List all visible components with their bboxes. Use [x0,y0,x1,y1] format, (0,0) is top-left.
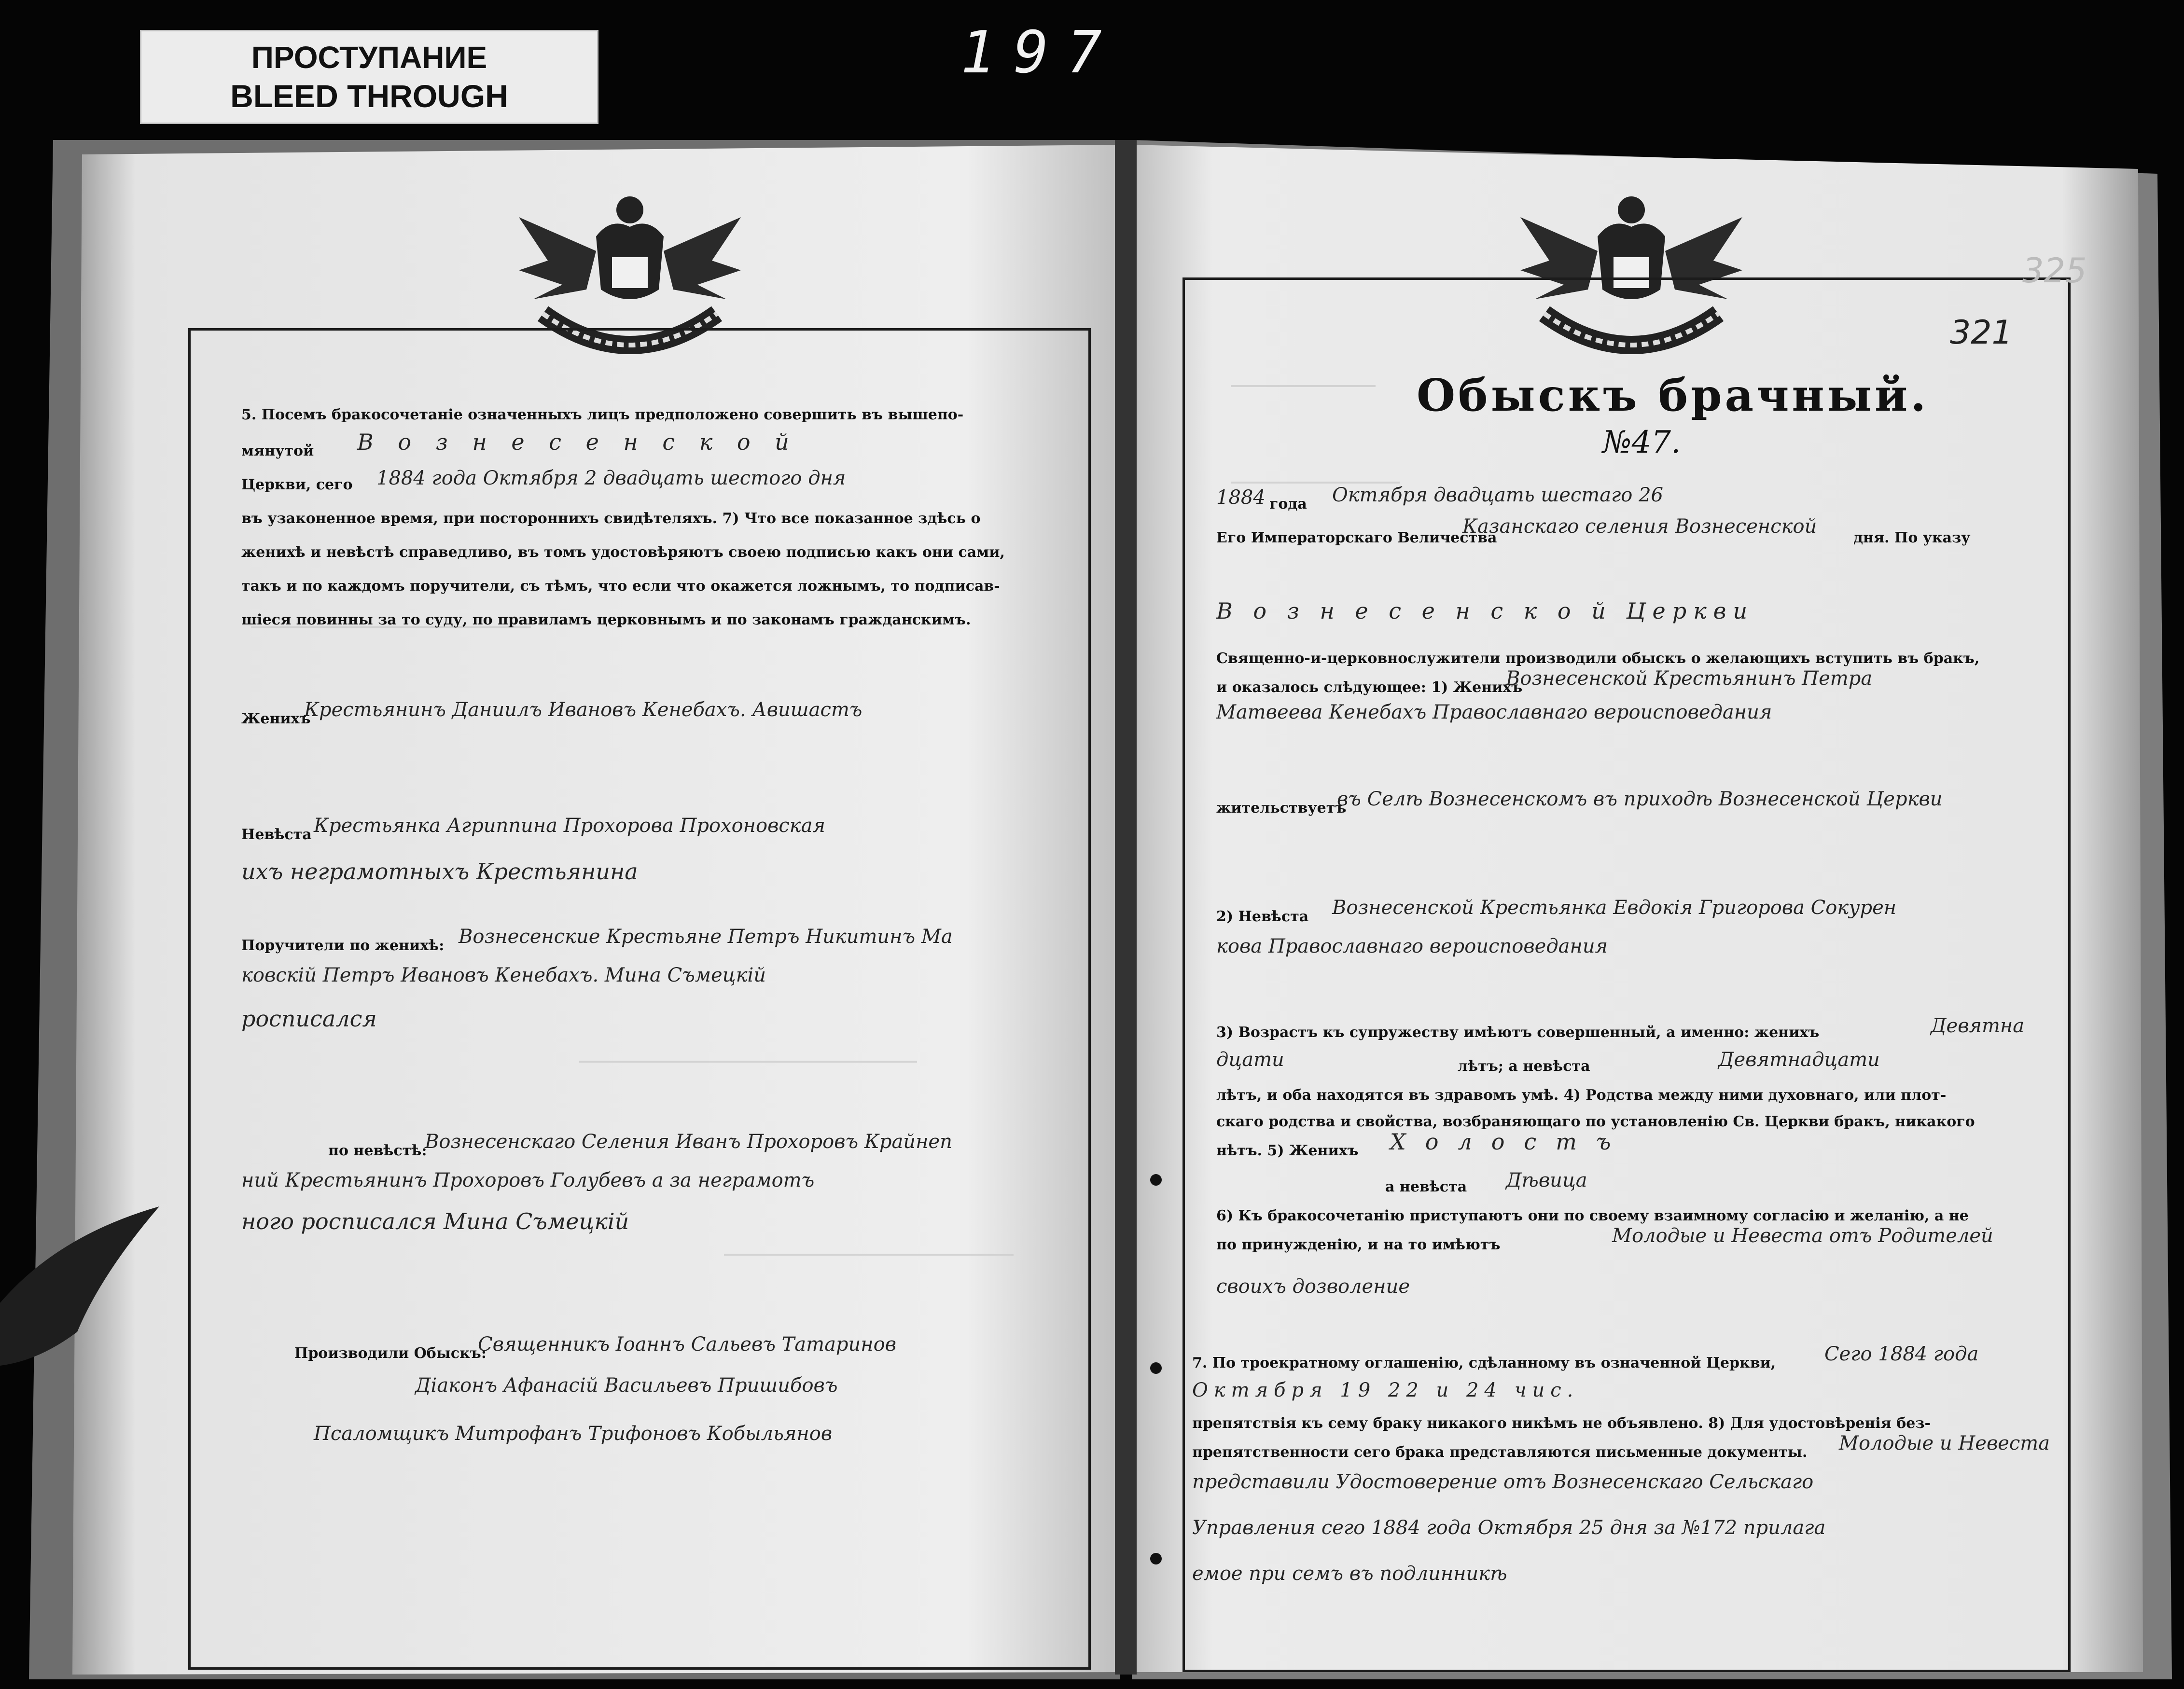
bride-guarantors-hand-3: ного росписался Мина Съмецкій [241,1208,629,1234]
conducted-hand-2: Діаконъ Афанасій Васильевъ Пришибовъ [415,1374,838,1397]
majesty-hand: Казанскаго селения Вознесенской [1462,515,1817,538]
left-line-1: 5. Посемъ бракосочетаніе означенныхъ лицъ предположено совершить въ вышепо- [241,406,964,423]
left-line-5: женихѣ и невѣстѣ справедливо, въ томъ удостовѣряютъ своею подписью какъ они сами, [241,544,1005,561]
conducted-hand-1: Священникъ Іоаннъ Сальевъ Татаринов [478,1333,897,1356]
docs-hand-2: представили Удостоверение отъ Вознесенскаго Сельскаго [1192,1471,1814,1493]
majesty-text: Его Императорскаго Величества [1216,529,1497,546]
document-title: Обыскъ брачный. [1417,369,1929,421]
banns-text-2: препятствія къ сему браку никакого никѣмъ не объявлено. 8) Для удостовѣренія без- [1192,1415,1931,1432]
left-line-7: шіеся повинны за то суду, по правиламъ церковнымъ и по законамъ гражданскимъ. [241,611,971,628]
docs-hand-1: Молодые и Невеста [1839,1432,2050,1454]
bride-guarantors-hand-2: ний Крестьянинъ Прохоровъ Голубевъ а за неграмотъ [241,1169,815,1191]
bride-right-hand-1: Вознесенской Крестьянка Евдокія Григорова Сокурен [1332,897,1897,919]
groom-right-hand-2: Матвеева Кенебахъ Православнаго вероисповедания [1216,701,1772,723]
kin-text: скаго родства и свойства, возбраняющаго по установленію Св. Церкви бракъ, никакого [1216,1113,1975,1130]
groom-status-hand: Холостъ [1390,1129,1630,1155]
banns-hand-2: Октября 19 22 и 24 чис. [1192,1379,1579,1401]
age-row2-hand: дцати [1216,1049,1284,1071]
banns-text-1: 7. По троекратному оглашенію, сдѣланному въ означенной Церкви, [1192,1355,1776,1371]
groom-guarantors-hand-3: росписался [241,1006,377,1032]
left-line-2: мянутой [241,443,314,459]
age-text: 3) Возрастъ къ супружеству имѣютъ совершенный, а именно: женихъ [1216,1024,1820,1041]
right-folio-b: 321 [1950,314,2013,352]
age-groom-hand: Девятна [1931,1015,2025,1037]
month-hand: Октября двадцать шестаго 26 [1332,484,1663,506]
consent-text-2: по принужденію, и на то имѣютъ [1216,1236,1501,1253]
archive-page-number: 197 [960,19,1120,86]
residence-hand: въ Селѣ Вознесенскомъ въ приходѣ Вознесенской Церкви [1337,788,1943,810]
bleed-label-english: BLEED THROUGH [230,78,508,114]
clergy-text-2: и оказалось слѣдующее: 1) Женихъ [1216,679,1523,696]
left-church-hand: В о з н е с е н с к о й [357,429,798,455]
groom-guarantors-hand-2: ковскій Петръ Ивановъ Кенебахъ. Мина Съмецкій [241,964,766,986]
years-label: лѣтъ; а невѣста [1458,1058,1590,1075]
conducted-hand-3: Псаломщикъ Митрофанъ Трифоновъ Кобыльянов [314,1423,833,1445]
bride-guarantors-label: по невѣстѣ: [328,1142,427,1159]
docs-hand-3: Управления сего 1884 года Октября 25 дня за №172 прилага [1192,1517,1826,1539]
bride-right-label: 2) Невѣста [1216,908,1309,925]
bride-label: Невѣста [241,826,312,843]
docs-hand-4: емое при семъ въ подлинникѣ [1192,1563,1507,1585]
left-date-hand: 1884 года Октября 2 двадцать шестого дня [376,467,846,489]
right-folio-a: 325 [2022,251,2087,291]
clergy-text-1: Священно-и-церковнослужители производили обыскъ о желающихъ вступить въ бракъ, [1216,650,1980,667]
age-bride-hand: Девятнадцати [1718,1049,1880,1071]
left-line-3: Церкви, сего [241,476,353,493]
health-text: лѣтъ, и оба находятся въ здравомъ умѣ. 4) Родства между ними духовнаго, или плот- [1216,1087,1947,1104]
groom-hand: Крестьянинъ Даниилъ Ивановъ Кенебахъ. Авишастъ [304,699,862,721]
left-line-4: въ узаконенное время, при постороннихъ свидѣтеляхъ. 7) Что все показанное здѣсь о [241,510,981,527]
bride-guarantors-hand-1: Вознесенскаго Селения Иванъ Прохоровъ Крайнеп [425,1131,952,1153]
gutter-shadow [1115,140,1137,1675]
bride-hand-1: Крестьянка Агриппина Прохорова Прохоновская [314,815,825,837]
banns-text-3: препятственности сего брака представляются письменные документы. [1192,1444,1808,1461]
year-hand: 1884 [1216,486,1266,509]
year-label: года [1269,496,1307,512]
residence-label: жительствуетъ [1216,800,1347,817]
bleed-through-label [140,30,598,124]
bride-status-label: а невѣста [1385,1178,1467,1195]
record-number: №47. [1602,425,1681,460]
left-line-6: такъ и по каждомъ поручители, съ тѣмъ, что если что окажется ложнымъ, то подписав- [241,578,1000,595]
bride-right-hand-2: кова Православнаго вероисповедания [1216,935,1608,957]
consent-hand-1: Молодые и Невеста отъ Родителей [1612,1225,1993,1247]
church-hand: В о з н е с е н с к о й Церкви [1216,598,1754,624]
bleed-label-russian: ПРОСТУПАНИЕ [251,40,487,75]
consent-hand-2: своихъ дозволение [1216,1275,1410,1298]
bride-hand-2: ихъ неграмотныхъ Крестьянина [241,858,638,885]
conducted-label: Производили Обыскъ: [294,1345,487,1362]
groom-guarantors-hand-1: Вознесенские Крестьяне Петръ Никитинъ Ма [459,926,953,948]
groom-label: Женихъ [241,710,311,727]
bride-status-hand: Дѣвица [1506,1169,1587,1191]
none-text: нѣтъ. 5) Женихъ [1216,1142,1359,1159]
banns-hand-1: Сего 1884 года [1824,1343,1979,1365]
day-label: дня. По указу [1853,529,1971,546]
groom-right-hand-1: Вознесенской Крестьянинъ Петра [1506,667,1873,690]
groom-guarantors-label: Поручители по женихѣ: [241,937,445,954]
consent-text-1: 6) Къ бракосочетанію приступаютъ они по своему взаимному согласію и желанію, а не [1216,1207,1969,1224]
